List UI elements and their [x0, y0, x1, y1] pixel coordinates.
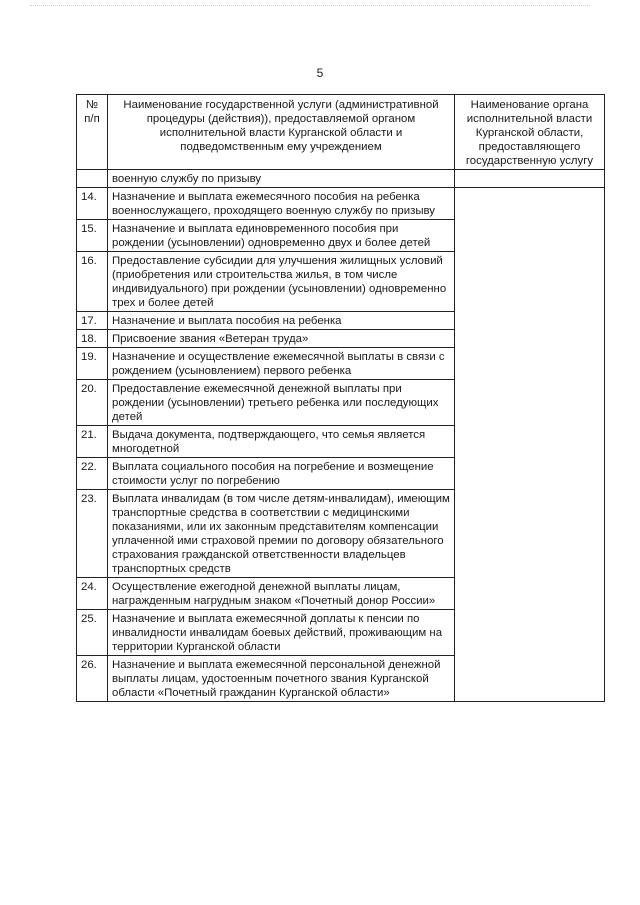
table-body — [77, 170, 605, 702]
row-num: 16. — [77, 252, 108, 312]
row-service: Предоставление субсидии для улучшения жилищных условий (приобретения или строительства жилья, в том числе индивидуального) при рождении (усыновлении) одновременно трех и более детей — [108, 252, 455, 312]
row-num: 20. — [77, 380, 108, 426]
row-num: 25. — [77, 610, 108, 656]
row-service: Выплата социального пособия на погребение и возмещение стоимости услуг по погребению — [108, 458, 455, 490]
table-row — [77, 170, 605, 188]
row-service: Присвоение звания «Ветеран труда» — [108, 330, 455, 348]
row-service: военную службу по призыву — [108, 170, 455, 188]
row-service: Назначение и выплата ежемесячного пособия на ребенка военнослужащего, проходящего военную службу по призыву — [108, 188, 455, 220]
row-organ — [455, 170, 605, 188]
row-service: Предоставление ежемесячной денежной выплаты при рождении (усыновлении) третьего ребенка или последующих детей — [108, 380, 455, 426]
row-num: 15. — [77, 220, 108, 252]
row-num — [77, 170, 108, 188]
row-num: 21. — [77, 426, 108, 458]
row-service: Назначение и выплата единовременного пособия при рождении (усыновлении) одновременно двух и более детей — [108, 220, 455, 252]
row-service: Назначение и выплата ежемесячной доплаты к пенсии по инвалидности инвалидам боевых действий, проживающим на территории Курганской области — [108, 610, 455, 656]
table-header-row — [77, 95, 605, 170]
header-num: № п/п — [77, 95, 108, 170]
scan-artifact-line — [30, 5, 590, 7]
page-number: 5 — [316, 66, 324, 80]
row-service: Назначение и выплата пособия на ребенка — [108, 312, 455, 330]
row-num: 23. — [77, 490, 108, 578]
row-num: 17. — [77, 312, 108, 330]
row-organ — [455, 188, 605, 702]
row-service: Назначение и выплата ежемесячной персональной денежной выплаты лицам, удостоенным почетного звания Курганской области «Почетный гражданин Курганской области» — [108, 656, 455, 702]
row-num: 24. — [77, 578, 108, 610]
row-num: 26. — [77, 656, 108, 702]
row-service: Выдача документа, подтверждающего, что семья является многодетной — [108, 426, 455, 458]
row-num: 22. — [77, 458, 108, 490]
row-num: 14. — [77, 188, 108, 220]
row-service: Назначение и осуществление ежемесячной выплаты в связи с рождением (усыновлением) первого ребенка — [108, 348, 455, 380]
row-service: Осуществление ежегодной денежной выплаты лицам, награжденным нагрудным знаком «Почетный донор России» — [108, 578, 455, 610]
header-organ: Наименование органа исполнительной власти Курганской области, предоставляющего государственную услугу — [455, 95, 605, 170]
row-num: 19. — [77, 348, 108, 380]
header-service: Наименование государственной услуги (административной процедуры (действия)), предоставляемой органом исполнительной власти Курганской области и подведомственным ему учреждением — [108, 95, 455, 170]
row-service: Выплата инвалидам (в том числе детям-инвалидам), имеющим транспортные средства в соответствии с медицинскими показаниями, или их законным представителям компенсации уплаченной ими страховой премии по договору обязательного страхования гражданской ответственности владельцев транспортных средств — [108, 490, 455, 578]
row-num: 18. — [77, 330, 108, 348]
services-table — [76, 94, 605, 702]
table-row — [77, 188, 605, 220]
